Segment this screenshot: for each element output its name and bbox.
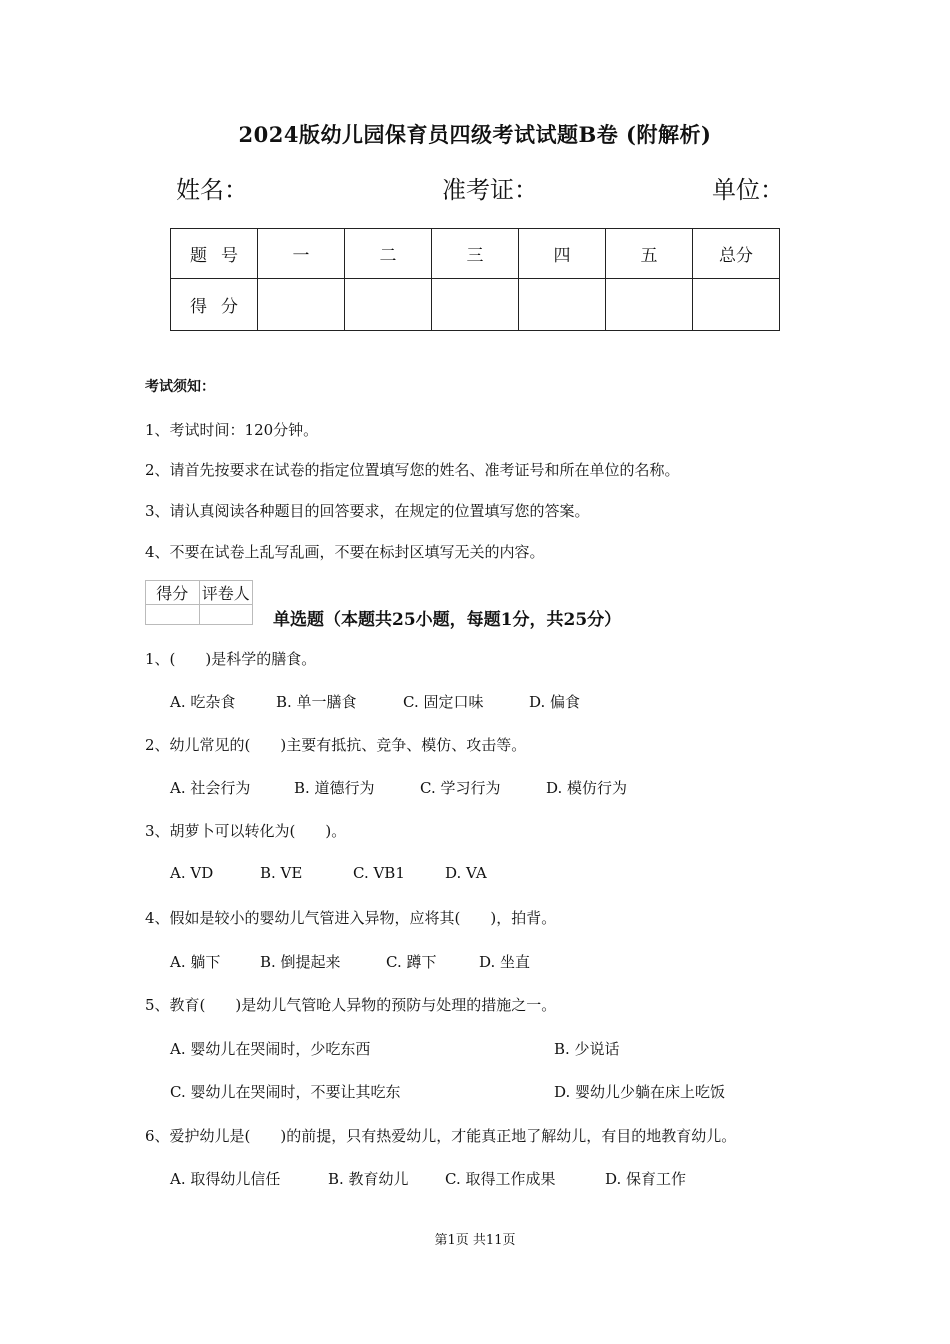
name-label: 姓名： — [176, 176, 248, 204]
score-table-score-row — [171, 279, 780, 331]
document-title: 2024版幼儿园保育员四级考试试题B卷 (附解析) — [238, 122, 712, 147]
grader-reviewer-cell — [199, 605, 253, 625]
score-row-label: 得分 — [171, 279, 258, 331]
question-stem: 6、爱护幼儿是( )的前提，只有热爱幼儿，才能真正地了解幼儿，有目的地教育幼儿。 — [145, 1127, 737, 1145]
notice-heading: 考试须知： — [145, 379, 215, 395]
option-a: A. 取得幼儿信任 — [170, 1170, 281, 1188]
option-c: C. 学习行为 — [420, 779, 501, 797]
score-cell — [519, 279, 606, 331]
option-a: A. VD — [170, 864, 214, 882]
option-d: D. 模仿行为 — [546, 779, 628, 797]
score-cell — [606, 279, 693, 331]
option-c: C. 蹲下 — [386, 953, 437, 971]
option-a: A. 吃杂食 — [170, 693, 236, 711]
page-footer: 第1页 共11页 — [434, 1233, 516, 1248]
grader-reviewer-label: 评卷人 — [199, 581, 253, 605]
score-cell — [258, 279, 345, 331]
column-5-header: 五 — [606, 229, 693, 279]
option-a: A. 婴幼儿在哭闹时，少吃东西 — [170, 1040, 371, 1058]
notice-item: 4、不要在试卷上乱写乱画，不要在标封区填写无关的内容。 — [145, 543, 545, 561]
option-d: D. 婴幼儿少躺在床上吃饭 — [554, 1083, 726, 1101]
option-c: C. 固定口味 — [403, 693, 484, 711]
grader-score-label: 得分 — [146, 581, 200, 605]
unit-label: 单位： — [712, 176, 784, 204]
option-b: B. VE — [260, 864, 303, 882]
total-header: 总分 — [693, 229, 780, 279]
question-stem: 5、教育( )是幼儿气管呛人异物的预防与处理的措施之一。 — [145, 996, 557, 1014]
option-b: B. 单一膳食 — [276, 693, 357, 711]
option-a: A. 躺下 — [170, 953, 221, 971]
column-4-header: 四 — [519, 229, 606, 279]
question-stem: 4、假如是较小的婴幼儿气管进入异物，应将其( )，拍背。 — [145, 909, 557, 927]
score-cell — [345, 279, 432, 331]
score-table-header-row — [171, 229, 780, 279]
question-stem: 1、( )是科学的膳食。 — [145, 650, 317, 668]
column-3-header: 三 — [432, 229, 519, 279]
notice-item: 3、请认真阅读各种题目的回答要求，在规定的位置填写您的答案。 — [145, 502, 590, 520]
option-b: B. 倒提起来 — [260, 953, 341, 971]
option-c: C. VB1 — [353, 864, 405, 882]
question-number-header: 题号 — [171, 229, 258, 279]
question-stem: 3、胡萝卜可以转化为( )。 — [145, 822, 347, 840]
score-cell — [432, 279, 519, 331]
score-table — [170, 228, 780, 331]
column-1-header: 一 — [258, 229, 345, 279]
option-d: D. VA — [445, 864, 487, 882]
grader-box — [145, 580, 253, 625]
question-stem: 2、幼儿常见的( )主要有抵抗、竞争、模仿、攻击等。 — [145, 736, 527, 754]
grader-score-cell — [146, 605, 200, 625]
option-b: B. 道德行为 — [294, 779, 375, 797]
option-d: D. 偏食 — [529, 693, 581, 711]
option-b: B. 少说话 — [554, 1040, 620, 1058]
option-d: D. 保育工作 — [605, 1170, 687, 1188]
notice-item: 1、考试时间：120分钟。 — [145, 421, 319, 439]
option-b: B. 教育幼儿 — [328, 1170, 409, 1188]
option-d: D. 坐直 — [479, 953, 531, 971]
column-2-header: 二 — [345, 229, 432, 279]
score-cell — [693, 279, 780, 331]
option-c: C. 婴幼儿在哭闹时，不要让其吃东 — [170, 1083, 401, 1101]
section-title: 单选题（本题共25小题，每题1分，共25分） — [273, 610, 622, 630]
exam-id-label: 准考证： — [442, 176, 538, 204]
option-c: C. 取得工作成果 — [445, 1170, 556, 1188]
notice-item: 2、请首先按要求在试卷的指定位置填写您的姓名、准考证号和所在单位的名称。 — [145, 461, 680, 479]
option-a: A. 社会行为 — [170, 779, 251, 797]
